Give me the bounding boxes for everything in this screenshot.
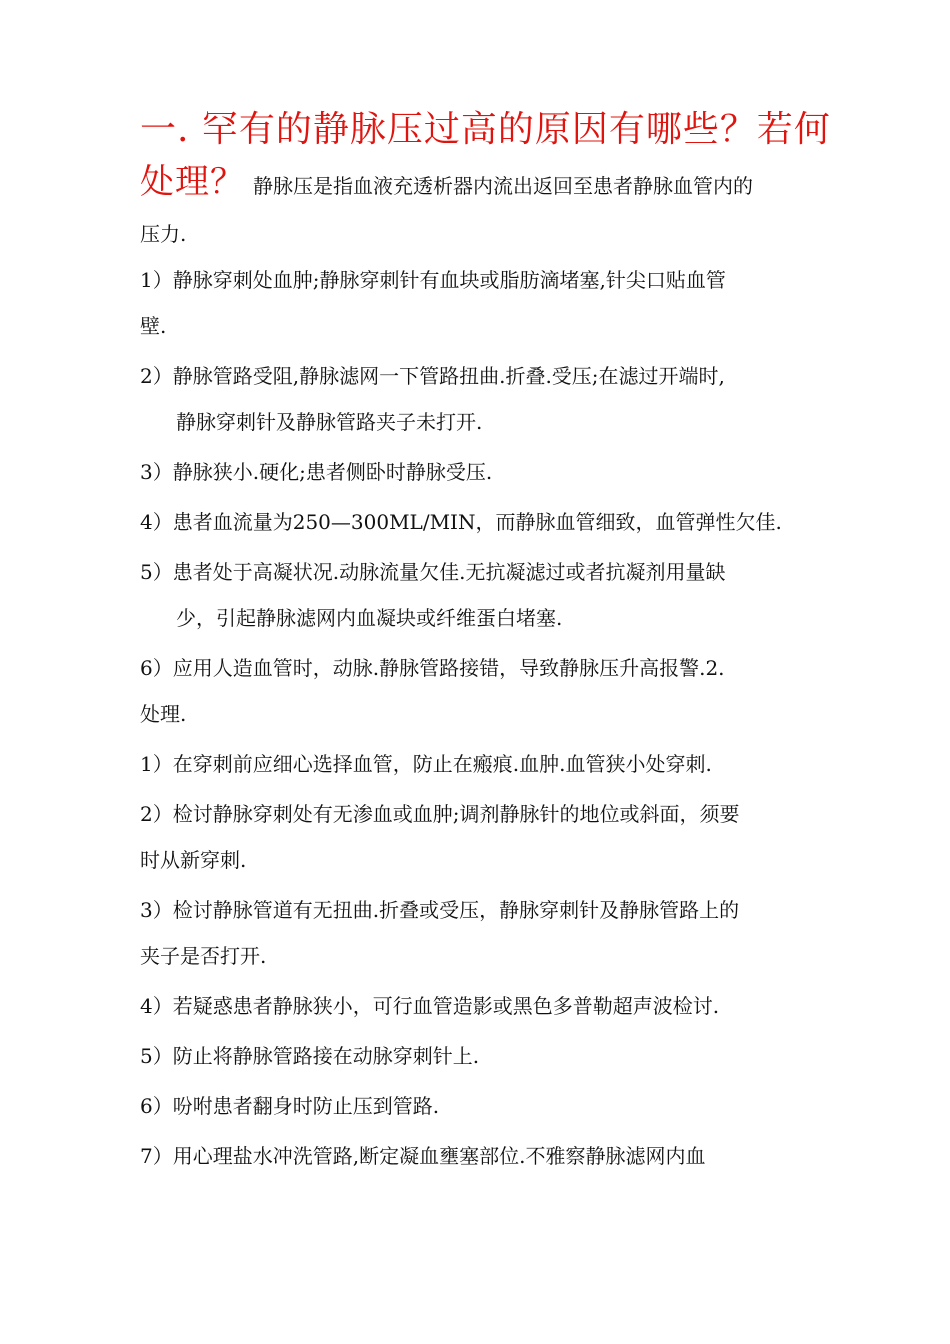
list-item-line: 3）检讨静脉管道有无扭曲.折叠或受压，静脉穿刺针及静脉管路上的 [140,898,740,922]
list-item-continuation: 夹子是否打开. [140,944,267,968]
heading-line-1: 一. 罕有的静脉压过高的原因有哪些？若何 [140,109,831,150]
list-item-continuation: 时从新穿刺. [140,848,247,872]
list-item-continuation: 壁. [140,314,167,338]
heading-line-2: 处理？ [140,162,245,202]
list-item-line: 4）患者血流量为250—300ML/MIN，而静脉血管细致，血管弹性欠佳. [140,510,782,534]
list-item [140,350,820,446]
paragraph-list [140,254,820,1180]
list-item-line: 6）吩咐患者翻身时防止压到管路. [140,1094,440,1118]
document-content [140,104,831,1180]
list-item [140,884,820,980]
list-item [140,1030,820,1080]
list-item-line: 4）若疑惑患者静脉狭小，可行血管造影或黑色多普勒超声波检讨. [140,994,720,1018]
list-item-line: 3）静脉狭小.硬化;患者侧卧时静脉受压. [140,460,493,484]
list-item-line: 2）静脉管路受阻,静脉滤网一下管路扭曲.折叠.受压;在滤过开端时, [140,364,725,388]
list-item-line: 7）用心理盐水冲洗管路,断定凝血壅塞部位.不雅察静脉滤网内血 [140,1144,706,1168]
list-item [140,1080,820,1130]
list-item [140,788,820,884]
list-item-line: 5）防止将静脉管路接在动脉穿刺针上. [140,1044,480,1068]
list-item [140,1130,820,1180]
list-item-line: 6）应用人造血管时，动脉.静脉管路接错，导致静脉压升高报警.2. [140,656,725,680]
list-item [140,980,820,1030]
list-item [140,642,820,738]
intro-text-continued: 压力. [140,222,187,246]
list-item-line: 1）静脉穿刺处血肿;静脉穿刺针有血块或脂肪滴堵塞,针尖口贴血管 [140,268,726,292]
list-item-continuation: 静脉穿刺针及静脉管路夹子未打开. [176,410,483,434]
list-item-line: 2）检讨静脉穿刺处有无渗血或血肿;调剂静脉针的地位或斜面，须要 [140,802,740,826]
list-item [140,738,820,788]
list-item-line: 1）在穿刺前应细心选择血管，防止在瘢痕.血肿.血管狭小处穿刺. [140,752,712,776]
list-item [140,546,820,642]
section-heading [140,104,831,254]
list-item [140,254,820,350]
intro-text: 静脉压是指血液充透析器内流出返回至患者静脉血管内的 [253,174,753,198]
list-item-continuation: 少，引起静脉滤网内血凝块或纤维蛋白堵塞. [176,606,563,630]
list-item-continuation: 处理. [140,702,187,726]
list-item-line: 5）患者处于高凝状况.动脉流量欠佳.无抗凝滤过或者抗凝剂用量缺 [140,560,726,584]
list-item [140,496,820,546]
list-item [140,446,820,496]
